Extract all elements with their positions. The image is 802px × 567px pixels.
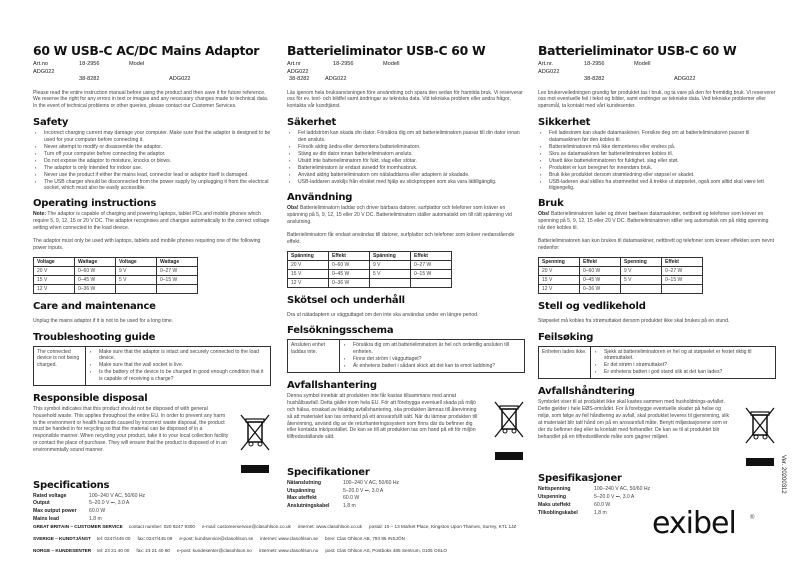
spec-value: 5–20.0 V ⎓, 3.0 A	[594, 494, 635, 501]
table-cell: 0–45 W	[329, 269, 370, 278]
list-item: ▪ Finns det ström i vägguttaget?	[342, 356, 522, 362]
spec-value: 1,8 m	[594, 509, 607, 516]
table-row	[34, 275, 198, 284]
disposal-block	[287, 393, 525, 460]
paragraph	[33, 211, 271, 232]
section-heading: Användning	[287, 192, 353, 204]
footer-contacts	[33, 521, 523, 557]
table-cell: 5 V	[621, 275, 662, 284]
spec-value: 60.0 W	[89, 508, 106, 515]
solutions-list	[340, 340, 524, 371]
list-item: ▪ Stäng av din dator innan batterieliminatorn ansluts.	[287, 151, 525, 157]
paragraph-text: Batterieliminatorn får endast användas till datorer, surfplattor och telefoner som kräver nedanstående effekt.	[287, 231, 515, 245]
troubleshooting-table	[538, 346, 776, 379]
art-cell: 38-8282	[79, 76, 100, 82]
table-cell: 12 V	[34, 284, 75, 293]
spec-value: 100–240 V AC, 50/60 Hz	[594, 486, 651, 493]
note-label: Obs!	[287, 205, 299, 212]
safety-list	[33, 130, 271, 191]
list-item: ▪ Skru av datamaskinen før batterieliminatoren kobles til.	[538, 151, 776, 157]
spec-label: Tilkoblingskabel	[538, 509, 578, 516]
table-row	[34, 284, 198, 293]
table-cell	[621, 284, 662, 293]
art-cell: 18-2956	[333, 61, 354, 67]
paragraph-text: Batterieliminatoren lader og driver bærbare datamaskiner, nettbrett og telefoner som krever en spenning på 5, 9, 12, 15 eller 20 V DC. Batterieliminatoren stiller seg automatisk om på riktig spenning når den kobles til.	[538, 211, 769, 232]
note-label: Note:	[33, 211, 47, 218]
table-cell: 0–45 W	[580, 275, 621, 284]
table-cell: 0–60 W	[580, 266, 621, 275]
footer-part: tel: 23 21 40 00	[97, 548, 130, 553]
spec-label: Max uteffekt	[287, 495, 317, 502]
art-cell: Model	[129, 61, 145, 67]
list-item: ▪ The USB charger should be disconnected from the power supply by unplugging it from the electrical socket, which must also be easily accessible.	[33, 179, 271, 192]
footer-part: internet: www.clasohlson.se	[260, 536, 319, 541]
spec-row	[287, 495, 525, 502]
spec-row	[33, 508, 271, 515]
table-row	[539, 275, 703, 284]
table-row	[288, 269, 452, 278]
table-cell	[157, 284, 198, 293]
list-item: ▪ Feil ladestrøm kan skade datamaskinen. Forsikre deg om at batterieliminatoren passer til datamaskinen før den kobles til.	[538, 130, 776, 143]
list-item: ▪ Utsätt inte batterieliminatorn för fukt, slag eller stötar.	[287, 158, 525, 164]
footer-part: e-mail: customerservice@clasohlson.co.uk	[201, 524, 291, 529]
spec-label: Utspenning	[538, 494, 567, 501]
power-table	[538, 257, 703, 294]
table-cell: Wattage	[75, 257, 116, 266]
disposal-block	[538, 399, 776, 466]
table-cell: 0–60 W	[75, 266, 116, 275]
power-table	[33, 257, 198, 294]
list-item: ▪ Använd aldrig batterieliminatorn om nätsladdarna eller adaptern är skadade.	[287, 172, 525, 178]
section-heading: Felsökningsschema	[287, 325, 394, 337]
spec-value: 1,8 m	[343, 503, 356, 510]
product-title: Batterieliminator USB-C 60 W	[287, 43, 486, 58]
footer-part: internet: www.clasohlson.co.uk	[297, 524, 362, 529]
table-cell: 15 V	[288, 269, 329, 278]
list-item: ▪ Incorrect charging current may damage your computer. Make sure that the adaptor is designed to be used for your computer before connecting it.	[33, 130, 271, 143]
table-cell: 15 V	[539, 275, 580, 284]
section-heading: Operating instructions	[33, 198, 157, 210]
paragraph	[538, 238, 776, 252]
problem-label: The connected device is not being charged.	[34, 347, 86, 385]
table-cell: 0–45 W	[75, 275, 116, 284]
list-item: ▪ Utsett ikke batterieliminatoren for fuktighet, slag eller støt.	[538, 158, 776, 164]
table-cell: 9 V	[621, 266, 662, 275]
footer-part: internett: www.clasohlson.no	[258, 548, 319, 553]
table-row	[539, 257, 703, 266]
section-heading: Säkerhet	[287, 117, 337, 129]
spec-label: Rated voltage	[33, 492, 67, 499]
paragraph	[538, 211, 776, 232]
spec-value: 1.8 m	[89, 516, 102, 523]
list-item: ▪ Är enhetens batteri i sådant skick att det kan ta emot laddning?	[342, 363, 522, 369]
intro-text: Les brukerveiledningen grundig før produktet tas i bruk, og ta vare på den for fremtidig bruk. Vi reserverer oss mot eventuelle feil i tekst og bilder, samt endringer av tekniske data. Ved tekniske problemer eller spørsmål, ta kontakt med vårt kundesenter.	[538, 89, 776, 110]
spec-value: 60.0 W	[343, 495, 360, 502]
table-cell: Spänning	[370, 251, 411, 260]
footer-part: e-post: kundesenter@clasohlson.no	[177, 548, 252, 553]
article-row	[538, 61, 776, 76]
footer-line	[33, 545, 523, 557]
list-item: ▪ Is the battery of the device to be charged in good enough condition that it is capable of receiving a charge?	[88, 369, 268, 382]
art-cell: ADG022	[538, 68, 560, 75]
spec-value: 5–20.0 V ⎓, 3.0 A	[89, 500, 130, 507]
spec-row	[538, 486, 776, 493]
list-item: ▪ Do not expose the adaptor to moisture, knocks or blows.	[33, 158, 271, 164]
paragraph-text: Dra ut nätadaptern ur vägguttaget om den inte ska användas under en längre period.	[287, 311, 479, 318]
art-cell: 18-2956	[79, 61, 100, 67]
table-cell: 0–27 W	[662, 266, 703, 275]
weee-bar-icon	[241, 465, 269, 473]
art-cell: Art.nr	[287, 61, 301, 67]
paragraph	[287, 312, 525, 319]
footer-label: NORGE – KUNDESENTER	[33, 548, 92, 553]
article-numbers	[33, 61, 271, 84]
solutions-list	[86, 347, 270, 385]
table-cell	[370, 278, 411, 287]
table-cell	[116, 284, 157, 293]
footer-label: GREAT BRITAIN – CUSTOMER SERVICE	[33, 524, 123, 529]
version-label: Ver. 20200312	[780, 455, 786, 494]
problem-label: Enheten lades ikke.	[539, 347, 591, 378]
article-numbers	[538, 61, 776, 84]
product-title: Batterieliminator USB-C 60 W	[538, 43, 737, 58]
note-label: Obs!	[538, 211, 550, 218]
table-cell: 0–15 W	[662, 275, 703, 284]
list-item: ▪ Make sure that the wall socket is live.	[88, 362, 268, 368]
section-heading: Sikkerhet	[538, 117, 591, 129]
paragraph-text: Batterieliminatorn laddar och driver bärbara datorer, surfplattor och telefoner som kräver en spänning på 5, 9, 12, 15 eller 20 V DC. Batterieliminatorn ställer automatiskt om till rätt spänning vid anslutning.	[287, 205, 512, 225]
art-cell: Modell	[634, 61, 651, 67]
list-item: ▪ Make sure that the adaptor is intact and securely connected to the load device.	[88, 349, 268, 362]
paragraph	[287, 232, 525, 246]
column-norwegian	[538, 43, 776, 516]
disposal-text: This symbol indicates that this product should not be disposed of with general household waste. This applies throughout the entire EU. In order to prevent any harm to the environment or health hazards caused by incorrect waste disposal, the product must be handed in for recycling so that the material can be disposed of in a responsible manner. When recycling your product, take it to your local collection facility or contact the place of purchase. They will ensure that the product is disposed of in an environmentally sound manner.	[33, 405, 229, 454]
spec-row	[287, 488, 525, 495]
paragraph-text: The adaptor must only be used with laptops, tablets and mobile phones requiring one of the following power inputs.	[33, 238, 261, 252]
paragraph	[287, 205, 525, 226]
spec-label: Mains lead	[33, 516, 60, 523]
art-cell: ADG022	[169, 76, 191, 82]
table-cell: 9 V	[116, 266, 157, 275]
list-item: ▪ USB-laderen skal skilles fra strømnettet ved å trekke ut støpselet, også som alltid skal være lett tilgjengelig.	[538, 179, 776, 192]
spec-row	[287, 480, 525, 487]
spec-row	[33, 493, 271, 500]
table-row	[288, 260, 452, 269]
weee-bin-icon	[239, 412, 271, 473]
power-table	[287, 251, 452, 288]
list-item: ▪ Fel laddström kan skada din dator. Försäkra dig om att batterieliminatorn passar till din dator innan den ansluts.	[287, 130, 525, 143]
section-heading: Spesifikasjoner	[538, 473, 622, 485]
spec-value: 100–240 V AC, 50/60 Hz	[343, 479, 400, 486]
list-item: ▪ Försök aldrig ändra eller demontera batterieliminatorn.	[287, 144, 525, 150]
list-item: ▪ Er det strøm i strømuttaket?	[593, 362, 773, 368]
weee-bar-icon	[746, 458, 774, 466]
section-heading: Specifikationer	[287, 466, 370, 478]
table-cell: 15 V	[34, 275, 75, 284]
table-cell: 20 V	[288, 260, 329, 269]
table-cell: 0–36 W	[75, 284, 116, 293]
table-cell: 0–36 W	[329, 278, 370, 287]
spec-label: Nätanslutning	[287, 479, 321, 486]
paragraph-text: Støpselet må kobles fra strømuttaket dersom produktet ikke skal brukes på en stund.	[538, 317, 730, 324]
spec-label: Output	[33, 500, 50, 507]
problem-label: Ansluten enhet laddas inte.	[288, 340, 340, 371]
list-item: ▪ USB-laddaren avskiljs från elnätet med hjälp av stickproppen som ska vara lättillgänglig.	[287, 179, 525, 185]
footer-part: e-post: kundservice@clasohlson.se	[179, 536, 254, 541]
table-cell: 20 V	[539, 266, 580, 275]
table-cell: 0–27 W	[411, 260, 452, 269]
list-item: ▪ Turn off your computer before connecting the adaptor.	[33, 151, 271, 157]
table-cell: Spenning	[621, 257, 662, 266]
spec-row	[287, 503, 525, 510]
table-cell: 5 V	[116, 275, 157, 284]
intro-text: Läs igenom hela bruksanvisningen före användning och spara den sedan för framtida bruk. Vi reserverar oss för ev. text- och bildfel samt ändringar av tekniska data. Vid tekniska problem eller andra frågor, kontakta vår kundtjänst.	[287, 89, 523, 110]
list-item: ▪ Er enhetens batteri i god stand slik at det kan lades?	[593, 369, 773, 375]
table-cell: 0–60 W	[329, 260, 370, 269]
article-row	[33, 61, 271, 76]
section-heading: Skötsel och underhåll	[287, 294, 405, 306]
spec-label: Anslutningskabel	[287, 503, 330, 510]
paragraph-text: Unplug the mains adaptor if it is not to be used for a long time.	[33, 317, 174, 324]
disposal-block	[33, 406, 271, 473]
table-cell: 5 V	[370, 269, 411, 278]
paragraph	[33, 238, 271, 252]
table-cell: 12 V	[288, 278, 329, 287]
table-cell: Spenning	[539, 257, 580, 266]
product-title: 60 W USB-C AC/DC Mains Adaptor	[33, 43, 260, 58]
list-item: ▪ Never use the product if either the mains lead, connector lead or adaptor itself is damaged.	[33, 172, 271, 178]
art-cell: 38-8282	[584, 76, 605, 82]
section-heading: Troubleshooting guide	[33, 331, 156, 343]
safety-list	[538, 130, 776, 191]
footer-part: fax: 23 21 40 80	[136, 548, 171, 553]
list-item: ▪ Sjekk at batterieliminatoren er hel og at støpselet er festet riktig til strømuttaket.	[593, 349, 773, 362]
article-row	[287, 61, 525, 76]
table-cell: Effekt	[411, 251, 452, 260]
footer-part: tel: 0247/445 00	[96, 536, 131, 541]
footer-part: fax: 0247/445 09	[137, 536, 173, 541]
art-cell: ADG022	[287, 68, 309, 75]
table-row	[539, 284, 703, 293]
art-cell: ADG022	[674, 76, 696, 82]
art-cell: ADG022	[325, 76, 347, 82]
section-heading: Avfallshåndtering	[538, 386, 635, 398]
table-cell: 12 V	[539, 284, 580, 293]
weee-bin-icon	[493, 399, 525, 460]
paragraph-text: Batterieliminatoren kan kun brukes til datamaskiner, nettbrett og telefoner som krever effekten som nevnt nedenfor:	[538, 238, 775, 252]
section-heading: Avfallshantering	[287, 379, 377, 391]
footer-part: postal: 10 – 13 Market Place, Kingston Upon Thames, Surrey, KT1 1JZ	[368, 524, 517, 529]
intro-text: Please read the entire instruction manual before using the product and then save it for future reference. We reserve the right for any errors in text or images and any necessary changes made to technical data. In the event of technical problems or other queries, please contact our Customer Services.	[33, 89, 269, 110]
table-cell: Voltage	[116, 257, 157, 266]
disposal-text: Symbolet viser til at produktet ikke skal kastes sammen med husholdnings-avfallet. Dette gjelder i hele EØS-området. For å forebygge eventuelle skader på helse og miljø, som følge av feil håndtering av avfall, skal produktet leveres til gjenvinning, slik at materialet blir tatt hånd om på en ansvarsfull måte. Benytt miljøstasjonene som er der du befinner deg eller ta kontakt med forhandler. De kan se til at produktet blir behandlet på en tilfredsstillende måte som gagner miljøet.	[538, 399, 730, 440]
spec-label: Utspänning	[287, 487, 316, 494]
art-cell: Modell	[383, 61, 400, 67]
table-cell: Effekt	[662, 257, 703, 266]
footer-part: post: Clas Ohlson AS, Postboks 485 Sentrum, 0105 OSLO	[325, 548, 447, 553]
art-cell: Art.nr.	[538, 61, 553, 67]
troubleshooting-table	[33, 346, 271, 386]
art-cell: ADG022	[33, 68, 55, 75]
table-row	[288, 251, 452, 260]
list-item: ▪ Bruk ikke produktet dersom strømledning eller støpsel er skadet.	[538, 172, 776, 178]
table-cell: 0–15 W	[157, 275, 198, 284]
art-cell: 18-2956	[584, 61, 605, 67]
section-heading: Specifications	[33, 479, 110, 491]
spec-row	[33, 500, 271, 507]
section-heading: Feilsøking	[538, 331, 594, 343]
section-heading: Stell og vedlikehold	[538, 300, 646, 312]
list-item: ▪ Produktet er kun beregnet for innendørs bruk.	[538, 165, 776, 171]
footer-part: contact number: 020 8247 9300	[128, 524, 195, 529]
footer-line	[33, 521, 523, 533]
spec-label: Nettspenning	[538, 486, 571, 493]
registered-mark-icon: ®	[750, 515, 755, 521]
list-item: ▪ Batterieliminatoren må ikke demonteres eller endres på.	[538, 144, 776, 150]
table-row	[34, 257, 198, 266]
solutions-list	[591, 347, 775, 378]
safety-list	[287, 130, 525, 185]
paragraph-text: The adaptor is capable of charging and powering laptops, tablet PCs and mobile phones which require 5, 9, 12, 15 or 20 V DC. The adaptor recognises and changes automatically to the correct voltage setting when connected to the load device.	[33, 211, 270, 232]
paragraph	[33, 318, 271, 325]
disposal-text: Denna symbol innebär att produkten inte får kastas tillsammans med annat hushållsavfall. Detta gäller inom hela EU. För att förebygga eventuell skada på miljö och hälsa, orsakad av felaktig avfallshantering, ska produkten lämnas till återvinning så att materialet kan tas omhand på ett ansvarsfullt sätt. När du lämnar produkten till återvinning, använd dig av de returhanteringssystem som finns där du befinner dig eller kontakta inköpsstället. De kan se till att produkten tas om hand på ett för miljön tillfredsställande sätt.	[287, 392, 478, 441]
spec-value: 60.0 W	[594, 501, 611, 508]
spec-value: 100–240 V AC, 50/60 Hz	[89, 492, 146, 499]
section-heading: Bruk	[538, 198, 564, 210]
exibel-logo: exibel	[652, 506, 736, 541]
paragraph	[538, 318, 776, 325]
column-swedish	[287, 43, 525, 510]
footer-label: SVERIGE – KUNDTJÄNST	[33, 536, 91, 541]
spec-label: Maks uteffekt	[538, 501, 571, 508]
table-row	[539, 266, 703, 275]
list-item: ▪ The adaptor is only intended for indoor use.	[33, 165, 271, 171]
table-cell: 20 V	[34, 266, 75, 275]
article-row	[33, 76, 271, 84]
section-heading: Care and maintenance	[33, 300, 156, 312]
table-cell: Effekt	[329, 251, 370, 260]
table-cell: Spänning	[288, 251, 329, 260]
article-numbers	[287, 61, 525, 84]
section-heading: Responsible disposal	[33, 392, 148, 404]
spec-value: 5–20.0 V ⎓, 3.0 A	[343, 487, 384, 494]
table-cell: 0–36 W	[580, 284, 621, 293]
footer-line	[33, 533, 523, 545]
spec-row	[538, 494, 776, 501]
table-cell: 9 V	[370, 260, 411, 269]
table-row	[288, 278, 452, 287]
table-cell: Effekt	[580, 257, 621, 266]
table-row	[34, 266, 198, 275]
article-row	[287, 76, 525, 84]
weee-bar-icon	[495, 452, 523, 460]
spec-label: Max output power	[33, 508, 77, 515]
table-cell	[662, 284, 703, 293]
art-cell: Art.no	[33, 61, 48, 67]
troubleshooting-table	[287, 339, 525, 372]
table-cell: 0–15 W	[411, 269, 452, 278]
column-english	[33, 43, 271, 523]
section-heading: Safety	[33, 117, 69, 129]
weee-bin-icon	[744, 405, 776, 466]
table-cell: Wattage	[157, 257, 198, 266]
art-cell: 38-8282	[289, 76, 310, 82]
article-row	[538, 76, 776, 84]
list-item: ▪ Batterieliminatorn är endast avsedd för inomhusbruk.	[287, 165, 525, 171]
table-cell: Voltage	[34, 257, 75, 266]
table-cell: 0–27 W	[157, 266, 198, 275]
list-item: ▪ Never attempt to modify or disassemble the adaptor.	[33, 144, 271, 150]
footer-part: brev: Clas Ohlson AB, 793 85 INSJÖN	[325, 536, 406, 541]
list-item: ▪ Försäkra dig om att batterieliminatorn är hel och ordentlig ansluten till enheten.	[342, 342, 522, 355]
table-cell	[411, 278, 452, 287]
